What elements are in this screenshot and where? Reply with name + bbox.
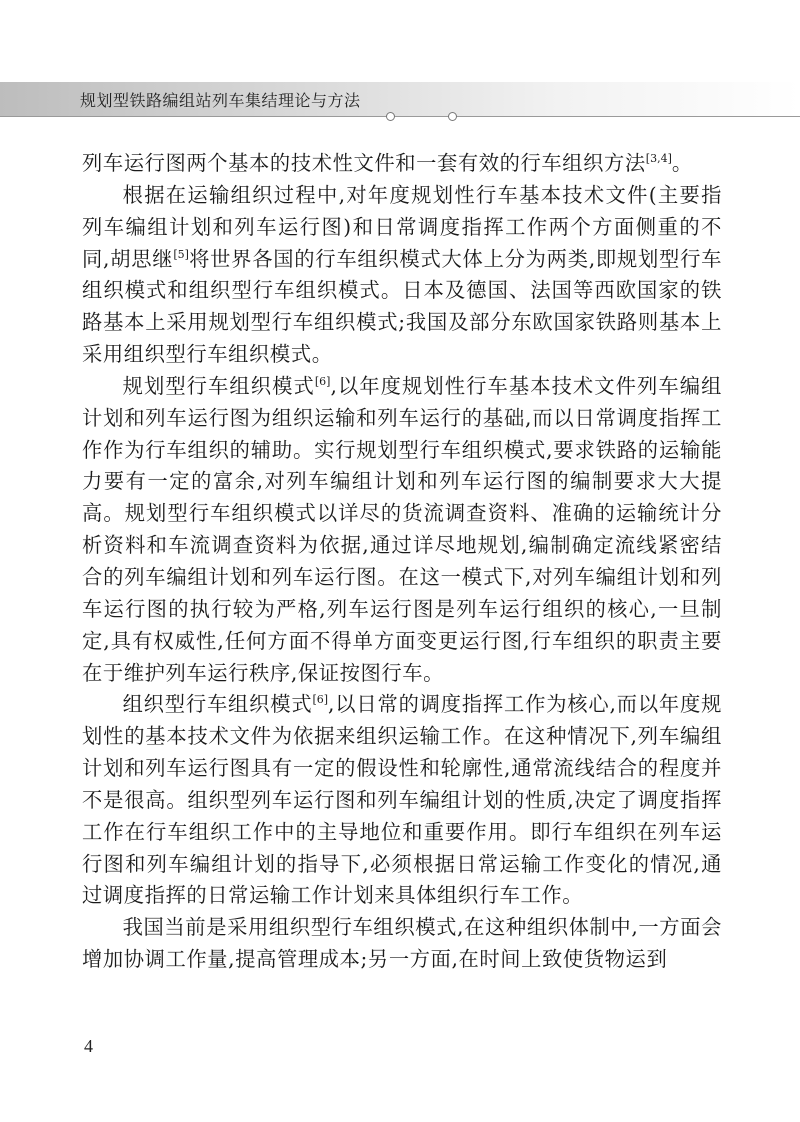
body-text [82,148,722,976]
citation-reference: [6] [312,693,329,707]
paragraph-text: 根据在运输组织过程中,对年度规划性行车基本技术文件(主要指列车编组计划和列车运行图)和日常调度指挥工作两个方面侧重的不同,胡思继 [82,182,722,271]
paragraph [82,689,722,912]
header-ornament-circle [386,112,395,121]
paragraph-text: ,以年度规划性行车基本技术文件列车编组计划和列车运行图为组织运输和列车运行的基础,而以日常调度指挥工作作为行车组织的辅助。实行规划型行车组织模式,要求铁路的运输能力要有一定的富余,对列车编组计划和列车运行图的编制要求大大提高。规划型行车组织模式以详尽的货流调查资料、准确的运输统计分析资料和车流调查资料为依据,通过详尽地规划,编制确定流线紧密结合的列车编组计划和列车运行图。在这一模式下,对列车编组计划和列车运行图的执行较为严格,列车运行图是列车运行组织的核心,一旦制定,具有权威性,任何方面不得单方面变更运行图,行车组织的职责主要在于维护列车运行秩序,保证按图行车。 [82,373,722,685]
citation-reference: [5] [173,247,189,261]
paragraph [82,148,722,180]
paragraph-text: ,以日常的调度指挥工作为核心,而以年度规划性的基本技术文件为依据来组织运输工作。在这种情况下,列车编组计划和列车运行图具有一定的假设性和轮廓性,通常流线结合的程度并不是很高。组织型列车运行图和列车编组计划的性质,决定了调度指挥工作在行车组织工作中的主导地位和重要作用。即行车组织在列车运行图和列车编组计划的指导下,必须根据日常运输工作变化的情况,通过调度指挥的日常运输工作计划来具体组织行车工作。 [82,692,722,908]
paragraph [82,180,722,371]
paragraph-text: 组织型行车组织模式 [122,692,313,717]
citation-reference: [3,4] [645,152,672,165]
header-rule [0,116,800,117]
running-header-title: 规划型铁路编组站列车集结理论与方法 [80,91,361,110]
paragraph-text: 规划型行车组织模式 [122,373,315,398]
paragraph-text: 我国当前是采用组织型行车组织模式,在这种组织体制中,一方面会增加协调工作量,提高管理成本;另一方面,在时间上致使货物运到 [82,915,722,972]
citation-reference: [6] [314,374,331,388]
page-number: 4 [84,1036,93,1056]
paragraph-text: 将世界各国的行车组织模式大体上分为两类,即规划型行车组织模式和组织型行车组织模式。日本及德国、法国等西欧国家的铁路基本上采用规划型行车组织模式;我国及部分东欧国家铁路则基本上采用组织型行车组织模式。 [82,246,722,367]
paragraph-text: 。 [671,151,693,175]
paragraph [82,912,722,976]
paragraph [82,371,722,689]
header-ornament-circle [448,112,457,121]
paragraph-text: 列车运行图两个基本的技术性文件和一套有效的行车组织方法 [82,151,646,175]
